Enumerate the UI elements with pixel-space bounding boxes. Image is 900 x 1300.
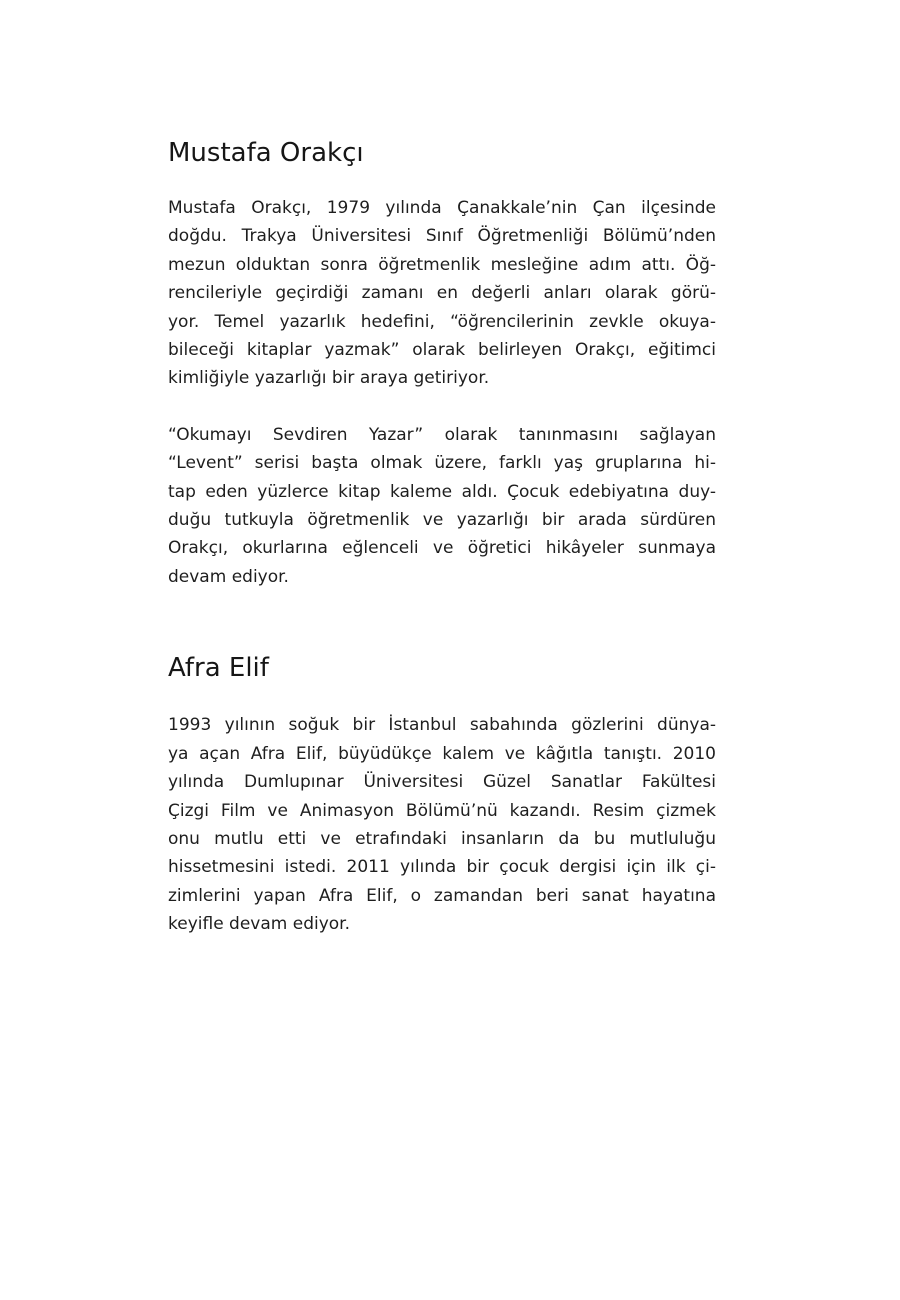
- text-line: 1993 yılının soğuk bir İstanbul sabahında gözlerini dünya-: [168, 715, 716, 736]
- text-line: onu mutlu etti ve etrafındaki insanların da bu mutluluğu: [168, 828, 716, 849]
- text-line: duğu tutkuyla öğretmenlik ve yazarlığı bir arada sürdüren: [168, 510, 716, 531]
- text-line: Çizgi Film ve Animasyon Bölümü’nü kazandı. Resim çizmek: [168, 800, 716, 821]
- text-line: devam ediyor.: [168, 566, 289, 587]
- text-line: “Levent” serisi başta olmak üzere, farklı yaş gruplarına hi-: [168, 453, 716, 474]
- illustrator-name-heading: Afra Elif: [168, 653, 269, 684]
- text-line: mezun olduktan sonra öğretmenlik mesleğine adım attı. Öğ-: [168, 254, 716, 275]
- text-line: “Okumayı Sevdiren Yazar” olarak tanınmasını sağlayan: [168, 424, 716, 445]
- author-bio-paragraph-2: [168, 421, 716, 591]
- illustrator-bio-paragraph: [168, 711, 716, 938]
- text-line: bileceği kitaplar yazmak” olarak belirleyen Orakçı, eğitimci: [168, 340, 716, 361]
- text-line: Mustafa Orakçı, 1979 yılında Çanakkale’nin Çan ilçesinde: [168, 198, 716, 218]
- text-line: kimliğiyle yazarlığı bir araya getiriyor.: [168, 368, 490, 389]
- text-line: hissetmesini istedi. 2011 yılında bir çocuk dergisi için ilk çi-: [168, 857, 716, 878]
- text-line: keyifle devam ediyor.: [168, 914, 351, 935]
- text-line: doğdu. Trakya Üniversitesi Sınıf Öğretmenliği Bölümü’nden: [168, 226, 716, 247]
- author-name-heading: Mustafa Orakçı: [168, 138, 364, 168]
- author-bio-paragraph-1: [168, 194, 716, 393]
- text-line: Orakçı, okurlarına eğlenceli ve öğretici hikâyeler sunmaya: [168, 538, 716, 559]
- text-line: zimlerini yapan Afra Elif, o zamandan beri sanat hayatına: [168, 885, 716, 906]
- text-line: yılında Dumlupınar Üniversitesi Güzel Sanatlar Fakültesi: [168, 772, 716, 793]
- text-line: tap eden yüzlerce kitap kaleme aldı. Çocuk edebiyatına duy-: [168, 481, 716, 502]
- text-line: rencileriyle geçirdiği zamanı en değerli anları olarak görü-: [168, 283, 716, 304]
- text-line: yor. Temel yazarlık hedefini, “öğrencilerinin zevkle okuya-: [168, 311, 716, 332]
- bio-page: [168, 134, 716, 939]
- text-line: ya açan Afra Elif, büyüdükçe kalem ve kâğıtla tanıştı. 2010: [168, 743, 716, 764]
